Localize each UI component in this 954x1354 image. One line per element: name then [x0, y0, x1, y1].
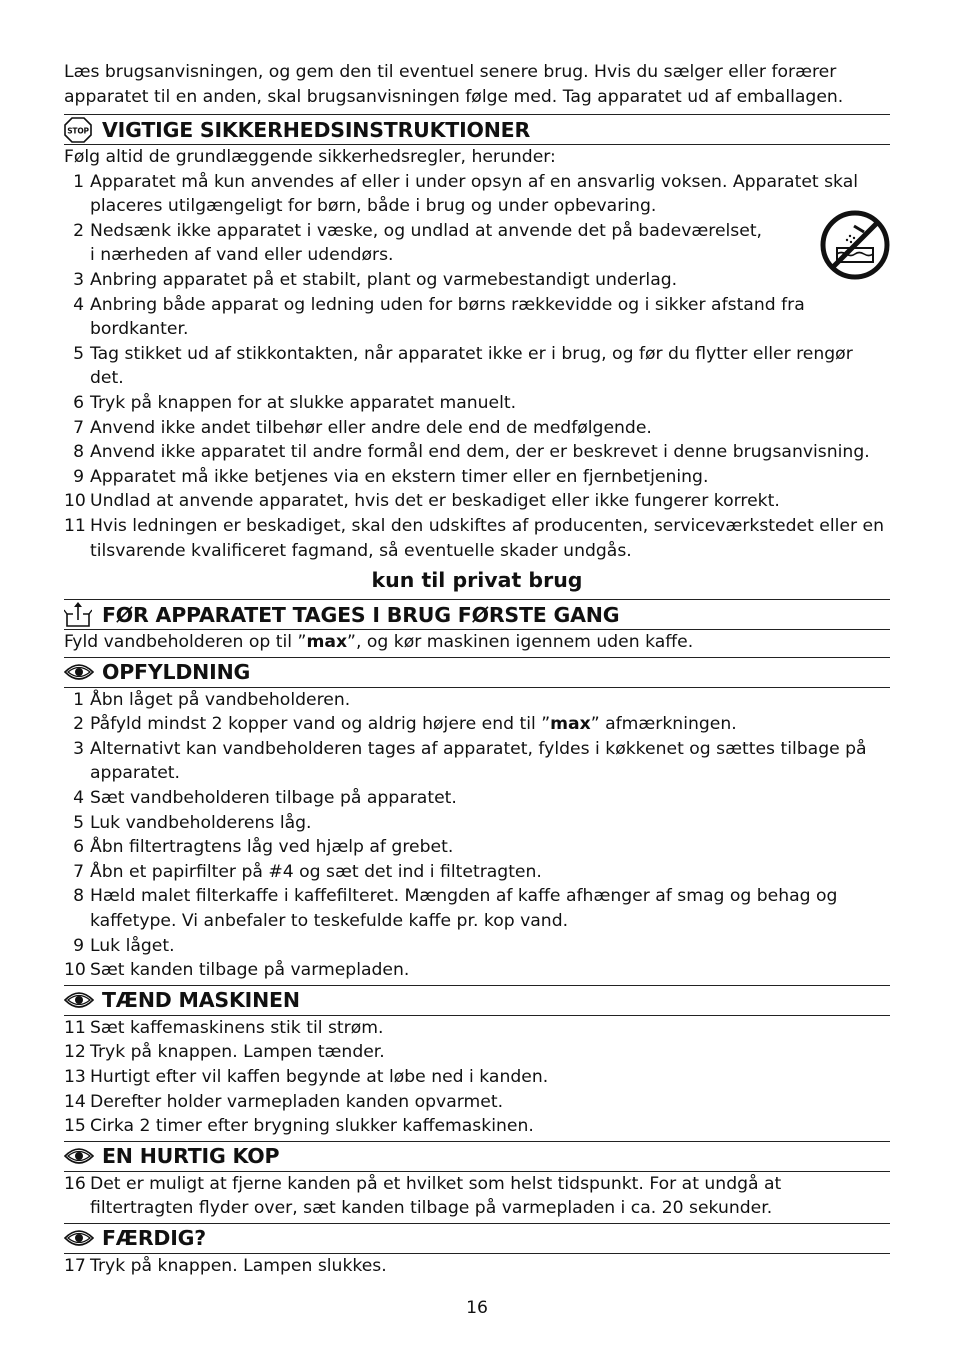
eye-icon — [64, 659, 94, 685]
first-use-heading: FØR APPARATET TAGES I BRUG FØRSTE GANG — [102, 602, 620, 627]
item-text: Anbring både apparat og ledning uden for børns rækkevidde og i sikker afstand fra bordkanter. — [90, 294, 805, 340]
list-item — [64, 170, 890, 219]
first-use-section-header — [64, 599, 890, 630]
switch-on-heading: TÆND MASKINEN — [102, 988, 300, 1013]
item-number: 1 — [73, 171, 84, 192]
item-number: 3 — [73, 738, 84, 759]
no-bath-water-icon — [820, 210, 890, 284]
manual-page — [64, 60, 890, 1279]
list-item — [64, 1254, 890, 1279]
item-text: Anvend ikke andet tilbehør eller andre dele end de medfølgende. — [90, 417, 652, 438]
done-list — [64, 1254, 890, 1279]
item-text: Luk vandbeholderens låg. — [90, 812, 312, 833]
list-item — [64, 860, 890, 885]
item-number: 17 — [64, 1255, 86, 1276]
list-item — [64, 1016, 890, 1041]
quick-cup-heading: EN HURTIG KOP — [102, 1144, 280, 1169]
item-text: Tag stikket ud af stikkontakten, når apparatet ikke er i brug, og før du flytter eller rengør det. — [90, 343, 853, 389]
list-item — [64, 465, 890, 490]
safety-heading: VIGTIGE SIKKERHEDSINSTRUKTIONER — [102, 117, 531, 142]
item-number: 16 — [64, 1173, 86, 1194]
eye-icon — [64, 1225, 94, 1251]
item-number: 4 — [73, 788, 84, 809]
item-number: 14 — [64, 1091, 86, 1112]
list-item — [64, 958, 890, 983]
list-item — [64, 293, 890, 342]
item-text: Cirka 2 timer efter brygning slukker kaffemaskinen. — [90, 1116, 534, 1137]
list-item — [64, 1090, 890, 1115]
list-item — [64, 688, 890, 713]
item-text: Undlad at anvende apparatet, hvis det er beskadiget eller ikke fungerer korrekt. — [90, 491, 780, 512]
first-use-text: Fyld vandbeholderen op til ”max”, og kør maskinen igennem uden kaffe. — [64, 632, 694, 653]
item-number: 6 — [73, 392, 84, 413]
item-text: Apparatet må ikke betjenes via en ekstern timer eller en fjernbetjening. — [90, 466, 709, 487]
item-text: Hvis ledningen er beskadiget, skal den udskiftes af producenten, serviceværkstedet eller en tilsvarende kvalificeret fagmand, så eventuelle skader undgås. — [90, 515, 884, 561]
list-item — [64, 268, 890, 293]
item-text: Påfyld mindst 2 kopper vand og aldrig højere end til ”max” afmærkningen. — [90, 714, 737, 735]
switch-on-list — [64, 1016, 890, 1139]
list-item — [64, 884, 890, 933]
list-item — [64, 1040, 890, 1065]
item-text: Sæt kanden tilbage på varmepladen. — [90, 960, 410, 981]
item-text: Hæld malet filterkaffe i kaffefilteret. Mængden af kaffe afhænger af smag og behag og kaffetype. Vi anbefaler to teskefulde kaffe pr. kop vand. — [90, 886, 838, 932]
list-item — [64, 811, 890, 836]
item-text: Derefter holder varmepladen kanden opvarmet. — [90, 1091, 504, 1112]
item-text: Åbn låget på vandbeholderen. — [90, 689, 351, 710]
item-number: 1 — [73, 689, 84, 710]
unpack-icon — [64, 602, 94, 628]
filling-section-header — [64, 657, 890, 688]
item-number: 10 — [64, 491, 86, 512]
item-number: 6 — [73, 837, 84, 858]
item-text: Sæt vandbeholderen tilbage på apparatet. — [90, 788, 457, 809]
safety-section-header — [64, 114, 890, 145]
item-number: 11 — [64, 515, 86, 536]
list-item — [64, 1114, 890, 1139]
eye-icon — [64, 987, 94, 1013]
list-item — [64, 934, 890, 959]
safety-list — [64, 170, 890, 564]
quick-cup-list — [64, 1172, 890, 1221]
list-item — [64, 514, 890, 563]
item-number: 12 — [64, 1042, 86, 1063]
svg-text:STOP: STOP — [67, 126, 89, 135]
stop-icon — [64, 117, 94, 143]
item-number: 4 — [73, 294, 84, 315]
item-text: Anvend ikke apparatet til andre formål end dem, der er beskrevet i denne brugsanvisning. — [90, 442, 870, 463]
item-number: 2 — [73, 220, 84, 241]
list-item — [64, 391, 890, 416]
item-text: Sæt kaffemaskinens stik til strøm. — [90, 1017, 384, 1038]
list-item — [64, 1172, 890, 1221]
list-item — [64, 342, 890, 391]
item-number: 13 — [64, 1067, 86, 1087]
item-text: Åbn et papirfilter på #4 og sæt det ind i filtetragten. — [90, 861, 542, 882]
filling-heading: OPFYLDNING — [102, 660, 251, 685]
item-text: Tryk på knappen. Lampen tænder. — [90, 1042, 385, 1063]
item-text: Åbn filtertragtens låg ved hjælp af grebet. — [90, 837, 454, 858]
item-number: 10 — [64, 960, 86, 981]
item-number: 9 — [73, 935, 84, 956]
item-text: Tryk på knappen for at slukke apparatet manuelt. — [90, 392, 517, 413]
list-item — [64, 712, 890, 737]
item-number: 11 — [64, 1017, 86, 1038]
eye-icon — [64, 1143, 94, 1169]
item-number: 15 — [64, 1116, 86, 1137]
list-item — [64, 1065, 890, 1090]
list-item — [64, 786, 890, 811]
safety-lead: Følg altid de grundlæggende sikkerhedsregler, herunder: — [64, 147, 556, 167]
item-number: 7 — [73, 417, 84, 438]
item-text: Hurtigt efter vil kaffen begynde at løbe ned i kanden. — [90, 1067, 549, 1087]
list-item — [64, 416, 890, 441]
intro-paragraph: Læs brugsanvisningen, og gem den til eventuel senere brug. Hvis du sælger eller forærer apparatet til en anden, skal brugsanvisningen følge med. Tag apparatet ud af emballagen. — [64, 62, 844, 107]
item-text: Tryk på knappen. Lampen slukkes. — [90, 1255, 387, 1276]
item-text: Det er muligt at fjerne kanden på et hvilket som helst tidspunkt. For at undgå at filtertragten flyder over, sæt kanden tilbage på varmepladen i ca. 20 sekunder. — [90, 1173, 782, 1219]
item-number: 2 — [73, 714, 84, 735]
private-use-note: kun til privat brug — [371, 568, 583, 593]
filling-list — [64, 688, 890, 983]
done-heading: FÆRDIG? — [102, 1226, 206, 1251]
page-number: 16 — [466, 1298, 488, 1318]
item-number: 5 — [73, 812, 84, 833]
list-item — [64, 835, 890, 860]
item-number: 7 — [73, 861, 84, 882]
item-text: Nedsænk ikke apparatet i væske, og undlad at anvende det på badeværelset, i nærheden af vand eller udendørs. — [90, 220, 763, 266]
item-number: 8 — [73, 886, 84, 907]
item-number: 3 — [73, 269, 84, 290]
list-item — [64, 219, 890, 268]
item-number: 8 — [73, 442, 84, 463]
item-text: Alternativt kan vandbeholderen tages af apparatet, fyldes i køkkenet og sættes tilbage på apparatet. — [90, 738, 867, 784]
list-item — [64, 489, 890, 514]
item-number: 9 — [73, 466, 84, 487]
item-text: Apparatet må kun anvendes af eller i under opsyn af en ansvarlig voksen. Apparatet skal placeres utilgængeligt for børn, både i brug og under opbevaring. — [90, 171, 859, 217]
quick-cup-section-header — [64, 1141, 890, 1172]
list-item — [64, 440, 890, 465]
done-section-header — [64, 1223, 890, 1254]
list-item — [64, 737, 890, 786]
item-text: Luk låget. — [90, 935, 175, 956]
item-text: Anbring apparatet på et stabilt, plant og varmebestandigt underlag. — [90, 269, 678, 290]
switch-on-section-header — [64, 985, 890, 1016]
item-number: 5 — [73, 343, 84, 364]
